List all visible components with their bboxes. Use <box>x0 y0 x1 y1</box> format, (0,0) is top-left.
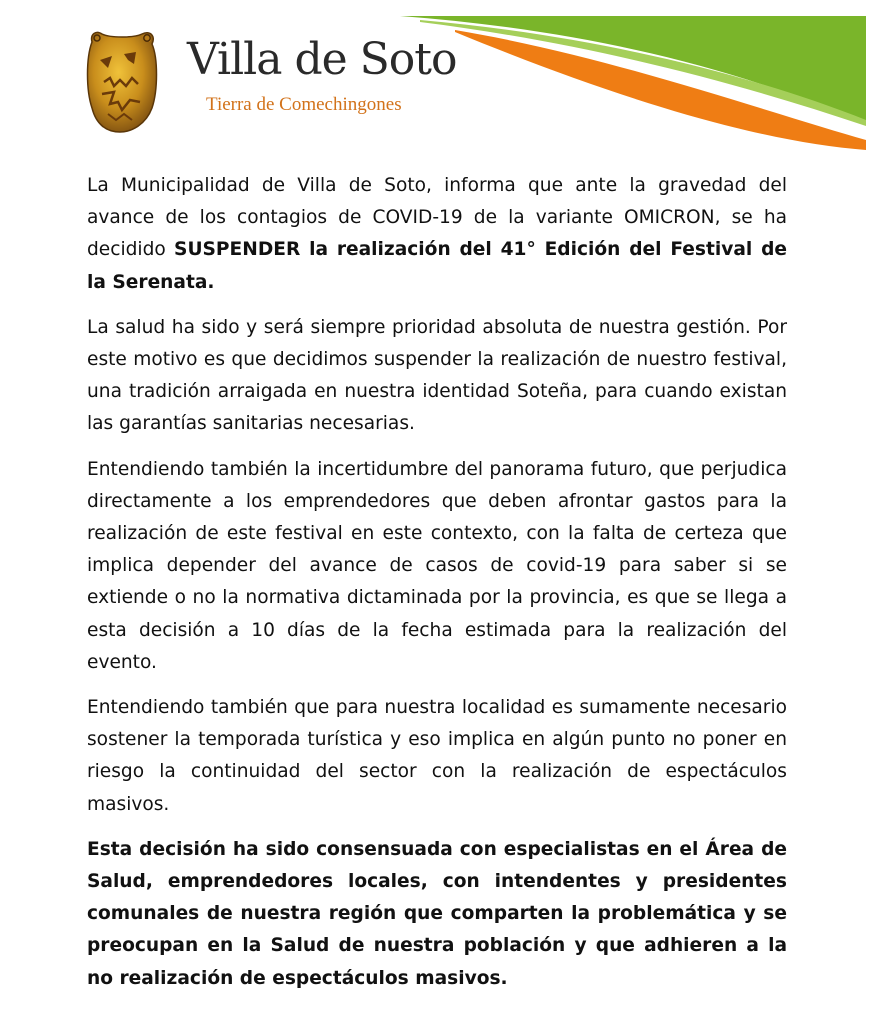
paragraph-5-bold: Esta decisión ha sido consensuada con especialistas en el Área de Salud, emprendedores locales, con intendentes y presidentes comunales de nuestra región que comparten la problemática y se preocupan en la Salud de nuestra población y que adhieren a la no realización de espectáculos masivos. <box>87 838 787 989</box>
paragraph-4: Entendiendo también que para nuestra localidad es sumamente necesario sostener la temporada turística y eso implica en algún punto no poner en riesgo la continuidad del sector con la realización de espectáculos masivos. <box>87 697 787 815</box>
paragraph-3: Entendiendo también la incertidumbre del panorama futuro, que perjudica directamente a los emprendedores que deben afrontar gastos para la realización de este festival en este contexto, con la falta de certeza que implica depender del avance de casos de covid-19 para saber si se extiende o no la normativa dictaminada por la provincia, es que se llega a esta decisión a 10 días de la fecha estimada para la realización del evento. <box>87 458 787 673</box>
brand-title: Villa de Soto <box>187 34 457 85</box>
brand-subtitle: Tierra de Comechingones <box>206 94 402 115</box>
paragraph-1-text: La Municipalidad de Villa de Soto, informa que ante la gravedad del avance de los contagios de COVID-19 de la variante OMICRON, se ha decidido <box>87 175 787 261</box>
announcement-body <box>87 170 787 1008</box>
paragraph-2: La salud ha sido y será siempre prioridad absoluta de nuestra gestión. Por este motivo es que decidimos suspender la realización de nuestro festival, una tradición arraigada en nuestra identidad Soteña, para cuando existan las garantías sanitarias necesarias. <box>87 316 787 435</box>
suspension-statement: SUSPENDER la realización del 41° Edición del Festival de la Serenata. <box>87 239 787 293</box>
carved-stone-mask-icon <box>84 28 160 134</box>
paragraph-1 <box>87 170 787 299</box>
letterhead <box>0 0 881 160</box>
